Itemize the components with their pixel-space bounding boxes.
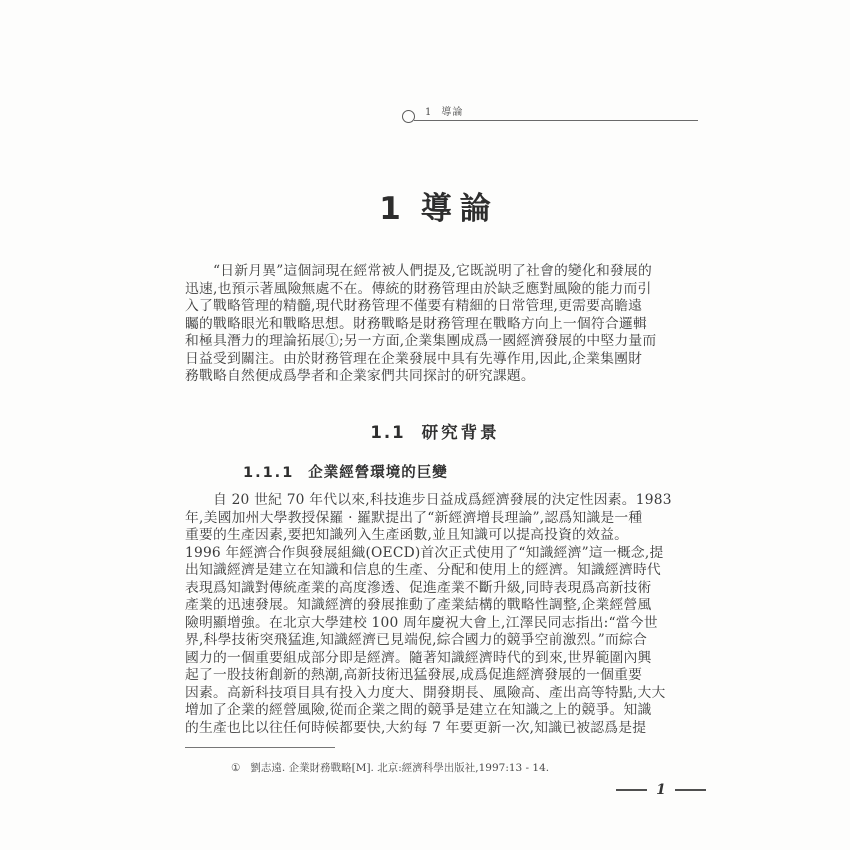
body-paragraph bbox=[185, 492, 690, 737]
footnote-marker: ① bbox=[231, 762, 241, 774]
chapter-title-text: 導論 bbox=[420, 191, 499, 227]
intro-paragraph bbox=[185, 263, 690, 386]
footnote-divider bbox=[185, 747, 335, 748]
paragraph-line: 出知識經濟是建立在知識和信息的生產、分配和使用上的經濟。知識經濟時代 bbox=[185, 562, 661, 578]
paragraph-line: 和極具潛力的理論拓展①;另一方面,企業集團成爲一國經濟發展的中堅力量而 bbox=[185, 333, 657, 349]
page-number-dash bbox=[675, 789, 706, 790]
paragraph-line: 1996 年經濟合作與發展組織(OECD)首次正式使用了“知識經濟”這一概念,提 bbox=[185, 544, 664, 561]
paragraph-line: 日益受到關注。由於財務管理在企業發展中具有先導作用,因此,企業集團財 bbox=[185, 350, 643, 367]
paragraph-line: 國力的一個重要組成部分即是經濟。隨著知識經濟時代的到來,世界範圍內興 bbox=[185, 649, 652, 666]
subsection-heading bbox=[243, 461, 448, 482]
paragraph-line: 因素。高新科技項目具有投入力度大、開發期長、風險高、產出高等特點,大大 bbox=[185, 684, 666, 701]
running-head-chapter-number: 1 bbox=[425, 107, 433, 118]
running-head bbox=[400, 103, 698, 125]
paragraph-line: 產業的迅速發展。知識經濟的發展推動了產業結構的戰略性調整,企業經營風 bbox=[185, 597, 652, 613]
paragraph-line: 的生產也比以往任何時候都要快,大約每 7 年要更新一次,知識已被認爲是提 bbox=[185, 719, 647, 736]
paragraph-line: 年,美國加州大學教授保羅 · 羅默提出了“新經濟增長理論”,認爲知識是一種 bbox=[185, 509, 643, 526]
running-head-text bbox=[425, 103, 463, 118]
paragraph-line: 自 20 世紀 70 年代以來,科技進步日益成爲經濟發展的決定性因素。1983 bbox=[213, 492, 672, 508]
paragraph-line: 界,科學技術突飛猛進,知識經濟已見端倪,綜合國力的競爭空前激烈。”而綜合 bbox=[185, 632, 648, 648]
subsection-title: 企業經營環境的巨變 bbox=[308, 465, 448, 481]
paragraph-line: 務戰略自然便成爲學者和企業家們共同探討的研究課題。 bbox=[185, 368, 535, 384]
section-title: 研究背景 bbox=[421, 423, 500, 442]
page-number-value: 1 bbox=[656, 782, 666, 798]
paragraph-line: 表現爲知識對傳統產業的高度滲透、促進產業不斷升級,同時表現爲高新技術 bbox=[185, 579, 652, 596]
footnote-text: 劉志遠. 企業財務戰略[M]. 北京:經濟科學出版社,1997:13 - 14. bbox=[250, 762, 550, 774]
chapter-circle-icon bbox=[402, 110, 415, 123]
section-number: 1.1 bbox=[370, 423, 406, 442]
chapter-title-number: 1 bbox=[379, 191, 401, 227]
paragraph-line: 重要的生產因素,要把知識列入生產函數,並且知識可以提高投資的效益。 bbox=[185, 527, 629, 543]
paragraph-line: 入了戰略管理的精髓,現代財務管理不僅要有精細的日常管理,更需要高瞻遠 bbox=[185, 298, 643, 314]
footnote bbox=[231, 760, 549, 775]
paragraph-line: 矚的戰略眼光和戰略思想。財務戰略是財務管理在戰略方向上一個符合邏輯 bbox=[185, 315, 647, 332]
page-number bbox=[616, 782, 706, 798]
paragraph-line: 增加了企業的經營風險,從而企業之間的競爭是建立在知識之上的競爭。知識 bbox=[185, 702, 652, 718]
running-head-chapter-title: 導論 bbox=[441, 107, 464, 118]
section-heading bbox=[185, 419, 685, 443]
paragraph-line: 險明顯增強。在北京大學建校 100 周年慶祝大會上,江澤民同志指出:“當今世 bbox=[185, 614, 658, 631]
running-head-rule bbox=[414, 120, 698, 121]
paragraph-line: 迅速,也預示著風險無處不在。傳統的財務管理由於缺乏應對風險的能力而引 bbox=[185, 280, 652, 297]
page-number-dash bbox=[616, 789, 647, 790]
paragraph-line: 起了一股技術創新的熱潮,高新技術迅猛發展,成爲促進經濟發展的一個重要 bbox=[185, 667, 643, 683]
chapter-title bbox=[185, 183, 685, 228]
paragraph-line: “日新月異”這個詞現在經常被人們提及,它既説明了社會的變化和發展的 bbox=[213, 263, 652, 279]
subsection-number: 1.1.1 bbox=[243, 465, 295, 481]
